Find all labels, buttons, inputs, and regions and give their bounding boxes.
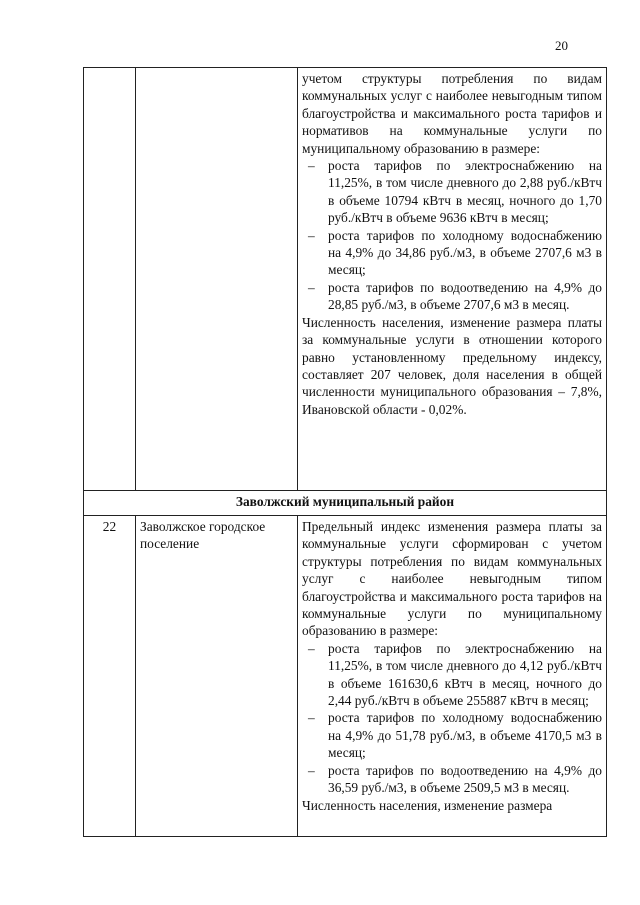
region-header-row bbox=[84, 491, 607, 516]
description-intro: Предельный индекс изменения размера платы за коммунальные услуги сформирован с учетом структуры потребления по видам коммунальных услуг с наиболее невыгодным типом благоустройства и максимального роста тарифов на коммунальные услуги по муниципальному образованию в размере: bbox=[302, 519, 602, 639]
tariff-list bbox=[302, 157, 602, 314]
list-item: – роста тарифов по водоотведению на 4,9% до 36,59 руб./м3, в объеме 2509,5 м3 в месяц. bbox=[302, 762, 602, 797]
row-description bbox=[298, 516, 607, 837]
region-header: Заволжский муниципальный район bbox=[84, 491, 607, 516]
municipality-name: Заволжское городское поселение bbox=[136, 516, 298, 837]
page-number: 20 bbox=[555, 38, 568, 53]
description-intro: учетом структуры потребления по видам коммунальных услуг с наиболее невыгодным типом благоустройства и максимального роста тарифов и нормативов на коммунальные услуги по муниципальному образованию в размере: bbox=[302, 71, 602, 156]
list-item: – роста тарифов по электроснабжению на 11,25%, в том числе дневного до 2,88 руб./кВтч в объеме 10794 кВтч в месяц, ночного до 1,70 руб./кВтч в объеме 9636 кВтч в месяц; bbox=[302, 157, 602, 227]
list-item: – роста тарифов по водоотведению на 4,9% до 28,85 руб./м3, в объеме 2707,6 м3 в месяц. bbox=[302, 279, 602, 314]
list-item: – роста тарифов по холодному водоснабжению на 4,9% до 51,78 руб./м3, в объеме 4170,5 м3 в месяц; bbox=[302, 709, 602, 761]
row-description bbox=[298, 68, 607, 491]
tariff-list bbox=[302, 640, 602, 797]
table-row-continued bbox=[84, 68, 607, 491]
row-number bbox=[84, 68, 136, 491]
description-closing: Численность населения, изменение размера bbox=[302, 797, 553, 813]
list-item: – роста тарифов по холодному водоснабжению на 4,9% до 34,86 руб./м3, в объеме 2707,6 м3 в месяц; bbox=[302, 227, 602, 279]
description-closing: Численность населения, изменение размера платы за коммунальные услуги в отношении которого равно установленному предельному индексу, составляет 207 человек, доля населения в общей численности муниципального образования – 7,8%, Ивановской области - 0,02%. bbox=[302, 314, 602, 417]
municipality-name bbox=[136, 68, 298, 491]
row-number: 22 bbox=[84, 516, 136, 837]
tariff-table bbox=[83, 67, 607, 837]
list-item: – роста тарифов по электроснабжению на 11,25%, в том числе дневного до 4,12 руб./кВтч в объеме 161630,6 кВтч в месяц, ночного до 2,44 руб./кВтч в объеме 255887 кВтч в месяц; bbox=[302, 640, 602, 710]
table-row-22 bbox=[84, 516, 607, 837]
